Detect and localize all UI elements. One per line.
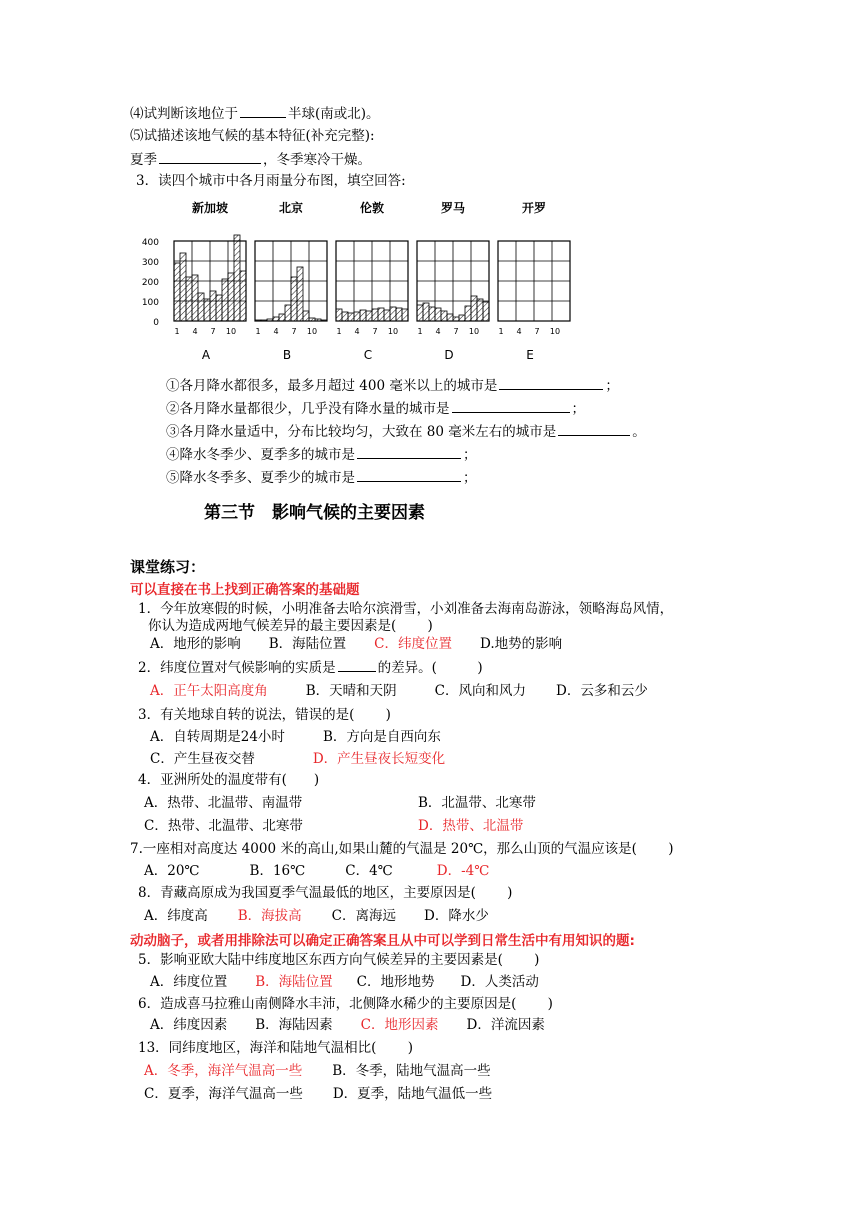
section-title: 第三节 影响气候的主要因素 (204, 503, 425, 523)
bar-b-month-6 (285, 305, 291, 321)
option-a-answer[interactable]: A．正午太阳高度角 (150, 683, 268, 699)
bar-c-month-3 (348, 313, 354, 321)
fill-in-3-text: ③各月降水量适中，分布比较均匀，大致在 80 毫米左右的城市是 (166, 424, 557, 440)
bar-c-month-5 (360, 310, 366, 321)
option-b[interactable]: B．方向是自西向东 (322, 729, 441, 745)
q4-text-start: ⑷试判断该地位于 (130, 106, 238, 122)
blank-q2[interactable] (338, 658, 376, 672)
bar-c-month-8 (378, 308, 384, 321)
bar-c-month-2 (342, 312, 348, 321)
option-c[interactable]: C．离海远 (331, 908, 397, 924)
option-c[interactable]: C．风向和风力 (434, 683, 527, 699)
bar-d-month-10 (471, 296, 477, 321)
blank-fill-1[interactable] (499, 376, 603, 390)
option-d[interactable]: D．夏季，陆地气温低一些 (332, 1086, 493, 1102)
question-3-options-row1 (150, 728, 441, 746)
bar-d-month-8 (459, 315, 465, 321)
option-a[interactable]: A．纬度高 (144, 908, 208, 924)
blank-hemisphere[interactable] (240, 104, 286, 118)
q4-line (130, 104, 380, 123)
x-tick-label: 10 (468, 327, 480, 336)
option-c[interactable]: C．地形地势 (356, 974, 435, 990)
y-tick-label: 400 (141, 238, 159, 248)
x-tick-label: 10 (549, 327, 561, 336)
blank-fill-4[interactable] (357, 445, 461, 459)
option-c[interactable]: C．产生昼夜交替 (150, 751, 255, 767)
chart-layer (142, 200, 570, 362)
question-4-option-b[interactable]: B．北温带、北寒带 (418, 795, 536, 811)
option-b[interactable]: B．海陆因素 (255, 1017, 333, 1033)
fill-in-3 (166, 422, 646, 441)
y-tick-label: 0 (153, 318, 159, 328)
bar-a-month-12 (240, 271, 246, 321)
question-6: 6．造成喜马拉雅山南侧降水丰沛，北侧降水稀少的主要原因是( ) (138, 996, 553, 1012)
y-tick-label: 100 (141, 298, 159, 308)
class-practice-heading: 课堂练习： (130, 558, 206, 576)
x-tick-label: 1 (255, 327, 261, 336)
bar-b-month-7 (291, 277, 297, 321)
bar-a-month-6 (204, 299, 210, 321)
x-tick-label: 4 (273, 327, 279, 336)
option-a-answer[interactable]: A．冬季，海洋气温高一些 (144, 1063, 303, 1079)
x-tick-label: 4 (192, 327, 198, 336)
q3-prompt: 3．读四个城市中各月雨量分布图，填空回答: (136, 173, 406, 189)
x-tick-label: 1 (498, 327, 504, 336)
blank-fill-3[interactable] (558, 422, 630, 436)
city-name-b: 北京 (278, 201, 304, 215)
x-tick-label: 1 (336, 327, 342, 336)
chart-letter-e: E (526, 348, 534, 362)
fill-in-5 (166, 468, 477, 487)
bar-a-month-7 (210, 291, 216, 321)
option-d-answer[interactable]: D．-4℃ (436, 863, 490, 879)
fill-in-3-end: 。 (632, 424, 646, 440)
bar-d-month-6 (447, 314, 453, 321)
fill-in-1-text: ①各月降水都很多，最多月超过 400 毫米以上的城市是 (166, 378, 498, 394)
question-4: 4．亚洲所处的温度带有( ) (138, 772, 320, 788)
city-name-c: 伦敦 (359, 201, 385, 215)
question-2-text-start: 2．纬度位置对气候影响的实质是 (138, 660, 336, 676)
question-2-options (150, 682, 648, 700)
bar-c-month-4 (354, 312, 360, 321)
fill-in-2 (166, 399, 585, 418)
bar-a-month-1 (174, 263, 180, 321)
fill-in-2-text: ②各月降水量都很少，几乎没有降水量的城市是 (166, 401, 450, 417)
bar-d-month-7 (453, 317, 459, 321)
city-name-a: 新加坡 (191, 201, 229, 215)
category-basic: 可以直接在书上找到正确答案的基础题 (130, 582, 360, 598)
question-4-option-a[interactable]: A．热带、北温带、南温带 (144, 795, 303, 811)
fill-in-1 (166, 376, 619, 395)
question-4-option-d-answer[interactable]: D．热带、北温带 (418, 818, 524, 834)
bar-d-month-9 (465, 306, 471, 321)
option-c-answer[interactable]: C．纬度位置 (374, 636, 453, 652)
option-a[interactable]: A．地形的影响 (150, 636, 241, 652)
q5-line1: ⑸试描述该地气候的基本特征(补充完整): (130, 128, 375, 144)
question-7: 7.一座相对高度达 4000 米的高山,如果山麓的气温是 20℃，那么山顶的气温应该是( ) (130, 841, 674, 857)
bar-b-month-8 (297, 267, 303, 321)
question-6-options (150, 1016, 545, 1034)
question-8-options (144, 907, 489, 925)
x-tick-label: 4 (435, 327, 441, 336)
bar-d-month-3 (429, 307, 435, 321)
bar-d-month-12 (483, 302, 489, 321)
city-name-d: 罗马 (440, 201, 466, 215)
chart-letter-b: B (282, 348, 292, 362)
option-a[interactable]: A．20℃ (144, 863, 200, 879)
bar-a-month-11 (234, 235, 240, 321)
question-7-options (144, 862, 489, 880)
x-tick-label: 10 (387, 327, 399, 336)
q5-line2 (130, 150, 371, 169)
option-d[interactable]: D.地势的影响 (480, 636, 563, 652)
bar-a-month-4 (192, 275, 198, 321)
option-a[interactable]: A．纬度位置 (150, 974, 228, 990)
bar-a-month-3 (186, 277, 192, 321)
blank-fill-5[interactable] (357, 468, 461, 482)
question-3: 3．有关地球自转的说法，错误的是( ) (138, 707, 391, 723)
option-d[interactable]: D．洋流因素 (466, 1017, 545, 1033)
x-tick-label: 7 (534, 327, 540, 336)
bar-c-month-1 (336, 309, 342, 321)
bar-c-month-11 (396, 308, 402, 321)
option-c[interactable]: C．4℃ (345, 863, 393, 879)
blank-summer[interactable] (159, 150, 261, 164)
bar-c-month-10 (390, 307, 396, 321)
fill-in-4-text: ④降水冬季少、夏季多的城市是 (166, 447, 355, 463)
x-tick-label: 4 (354, 327, 360, 336)
question-2-text-end: 的差异。( ) (377, 660, 483, 676)
bar-a-month-2 (180, 253, 186, 321)
fill-in-4 (166, 445, 477, 464)
bar-b-month-4 (273, 317, 279, 321)
x-tick-label: 7 (210, 327, 216, 336)
question-13: 13．同纬度地区，海洋和陆地气温相比( ) (138, 1040, 414, 1056)
question-8: 8．青藏高原成为我国夏季气温最低的地区，主要原因是( ) (138, 885, 513, 901)
y-tick-label: 300 (141, 258, 159, 268)
x-tick-label: 7 (372, 327, 378, 336)
city-name-e: 开罗 (521, 201, 547, 215)
bar-a-month-10 (228, 273, 234, 321)
bar-a-month-9 (222, 279, 228, 321)
chart-letter-c: C (363, 348, 373, 362)
y-tick-label: 200 (141, 278, 159, 288)
question-13-options-row2 (144, 1085, 492, 1103)
bar-c-month-6 (366, 311, 372, 321)
q4-text-end: 半球(南或北)。 (288, 106, 380, 122)
chart-letter-a: A (201, 348, 211, 362)
question-2 (138, 658, 483, 677)
option-b[interactable]: B．天晴和天阴 (305, 683, 397, 699)
chart-letter-d: D (444, 348, 454, 362)
fill-in-5-end: ； (463, 470, 477, 486)
question-4-option-c[interactable]: C．热带、北温带、北寒带 (144, 818, 303, 834)
option-d[interactable]: D．人类活动 (460, 974, 539, 990)
rainfall-charts (130, 196, 590, 366)
bar-a-month-5 (198, 293, 204, 321)
bar-b-month-9 (303, 311, 309, 321)
bar-c-month-9 (384, 310, 390, 321)
bar-b-month-5 (279, 314, 285, 321)
x-tick-label: 7 (453, 327, 459, 336)
x-tick-label: 1 (417, 327, 423, 336)
x-tick-label: 10 (306, 327, 318, 336)
option-a[interactable]: A．自转周期是24小时 (150, 729, 285, 745)
bar-d-month-11 (477, 299, 483, 321)
bar-d-month-1 (417, 305, 423, 321)
x-tick-label: 10 (225, 327, 237, 336)
option-c-answer[interactable]: C．地形因素 (360, 1017, 439, 1033)
bar-d-month-4 (435, 308, 441, 321)
bar-d-month-2 (423, 303, 429, 321)
category-reasoning: 动动脑子，或者用排除法可以确定正确答案且从中可以学到日常生活中有用知识的题: (130, 933, 635, 949)
x-tick-label: 7 (291, 327, 297, 336)
question-1-line1: 1．今年放寒假的时候，小明准备去哈尔滨滑雪，小刘准备去海南岛游泳，领略海岛风情， (138, 601, 674, 617)
fill-in-1-end: ； (605, 378, 619, 394)
bar-c-month-7 (372, 309, 378, 321)
x-tick-label: 1 (174, 327, 180, 336)
bar-c-month-12 (402, 309, 408, 321)
question-1-options (150, 635, 562, 653)
blank-fill-2[interactable] (452, 399, 570, 413)
option-b[interactable]: B．海陆位置 (268, 636, 347, 652)
option-b-answer[interactable]: B．海陆位置 (255, 974, 333, 990)
fill-in-5-text: ⑤降水冬季多、夏季少的城市是 (166, 470, 355, 486)
bar-a-month-8 (216, 295, 222, 321)
question-13-options-row1 (144, 1062, 491, 1080)
option-d-answer[interactable]: D．产生昼夜长短变化 (312, 751, 446, 767)
question-3-options-row2 (150, 750, 445, 768)
fill-in-2-end: ； (571, 401, 585, 417)
q5-winter-text: ，冬季寒冷干燥。 (263, 152, 371, 168)
question-5-options (150, 973, 539, 991)
option-a[interactable]: A．纬度因素 (150, 1017, 228, 1033)
option-b[interactable]: B．16℃ (249, 863, 306, 879)
option-d[interactable]: D．云多和云少 (556, 683, 648, 699)
option-b[interactable]: B．冬季，陆地气温高一些 (332, 1063, 491, 1079)
bar-d-month-5 (441, 311, 447, 321)
fill-in-4-end: ； (463, 447, 477, 463)
option-d[interactable]: D．降水少 (424, 908, 489, 924)
x-tick-label: 4 (516, 327, 522, 336)
question-5: 5．影响亚欧大陆中纬度地区东西方向气候差异的主要因素是( ) (138, 952, 540, 968)
q5-summer-label: 夏季 (130, 152, 157, 168)
option-b-answer[interactable]: B．海拔高 (237, 908, 302, 924)
option-c[interactable]: C．夏季，海洋气温高一些 (144, 1086, 303, 1102)
question-1-line2: 你认为造成两地气候差异的最主要因素是( ) (148, 618, 433, 634)
